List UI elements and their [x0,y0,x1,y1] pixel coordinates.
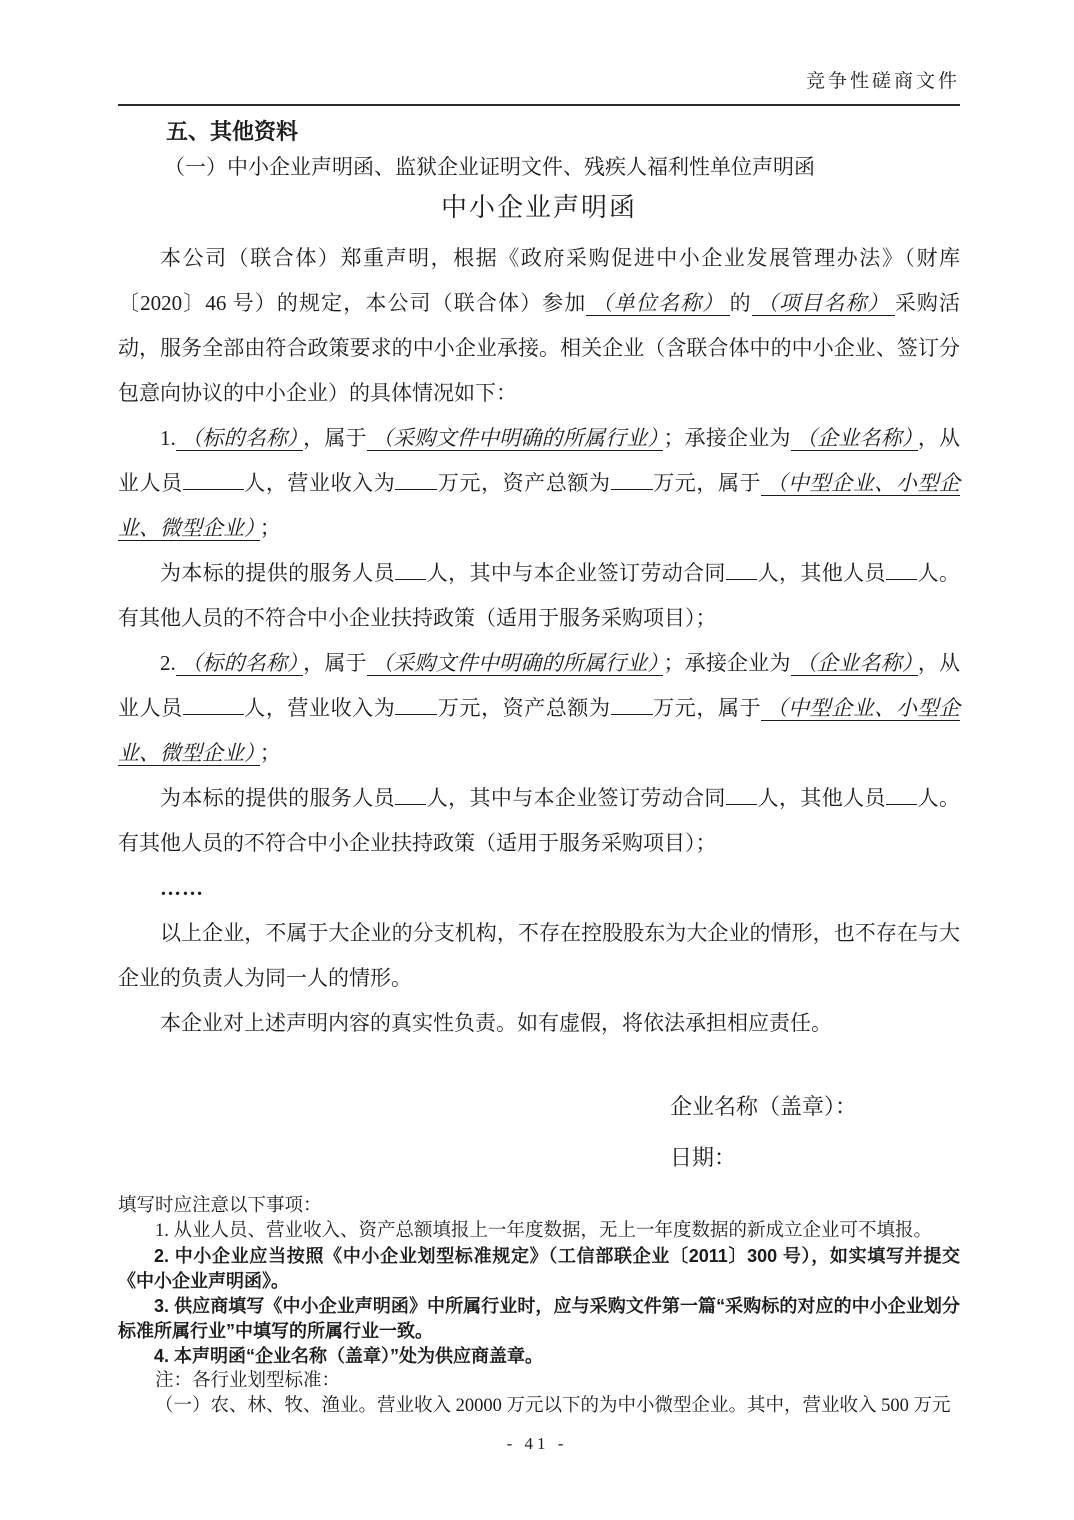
text-run: 1. [160,426,176,450]
text-run: ； [259,516,281,540]
text-run: 为本标的提供的服务人员 [160,786,395,810]
text-run: 本企业对上述声明内容的真实性负责。如有虚假，将依法承担相应责任。 [160,1011,832,1035]
date-label: 日期： [670,1145,737,1170]
filling-notes [118,1194,960,1419]
text-run: 万元，资产总额为 [437,471,611,495]
placeholder-field: （企业名称） [791,426,918,451]
blank-underline [183,467,244,490]
text-run: 2. [160,651,176,675]
text-run: 人。有其他人员的不符合中小企业扶持政策（适用于服务采购项目）； [118,786,961,855]
blank-underline [726,782,758,805]
placeholder-field: （单位名称） [586,291,729,316]
note-line: （一）农、林、牧、渔业。营业收入 20000 万元以下的为中小微型企业。其中，营业收入 500 万元 [155,1396,951,1416]
declaration-title: 中小企业声明函 [440,193,637,222]
text-run: 采购活动，服务全部由符合政策要求的中小企业承接。相关企业（含联合体中的中小企业、签订分包意向协议的中小企业）的具体情况如下： [118,291,961,405]
blank-underline [183,692,244,715]
placeholder-field: （采购文件中明确的所属行业） [367,651,664,676]
text-run: 万元，属于 [652,696,762,720]
signature-block [670,1092,960,1173]
paragraph-preamble [118,236,960,416]
placeholder-field: （采购文件中明确的所属行业） [367,426,664,451]
placeholder-field: （标的名称） [176,426,303,451]
text-run: …… [160,876,204,900]
blank-underline [886,782,918,805]
text-run: ；承接企业为 [663,651,791,675]
header-rule [118,104,960,106]
page-content [118,70,960,1419]
paragraph-responsibility [118,1001,960,1046]
placeholder-field: （中型企业、小型企业、微型企业） [118,696,961,765]
paragraph-service-2 [118,776,960,866]
blank-underline [395,467,437,490]
blank-underline [886,557,918,580]
text-run: ； [259,741,281,765]
text-run: ，属于 [303,426,367,450]
blank-underline [395,692,437,715]
text-run: 以上企业，不属于大企业的分支机构，不存在控股股东为大企业的情形，也不存在与大企业的负责人为同一人的情形。 [118,921,960,990]
text-run: ，从业人员 [118,426,961,495]
blank-underline [395,782,427,805]
text-run: 万元，资产总额为 [437,696,611,720]
paragraph-ellipsis [118,866,960,911]
page-header-label: 竞争性磋商文件 [805,71,960,92]
paragraph-item-1 [118,416,960,551]
text-run: 为本标的提供的服务人员 [160,561,395,585]
subsection-heading: （一）中小企业声明函、监狱企业证明文件、残疾人福利性单位声明函 [164,155,815,179]
text-run: 人。有其他人员的不符合中小企业扶持政策（适用于服务采购项目）； [118,561,961,630]
text-run: 万元，属于 [652,471,762,495]
placeholder-field: （企业名称） [791,651,918,676]
paragraph-service-1 [118,551,960,641]
paragraph-conclusion [118,911,960,1001]
blank-underline [726,557,758,580]
text-run: 人，营业收入为 [243,471,396,495]
text-run: ，从业人员 [118,651,961,720]
section-heading: 五、其他资料 [166,119,299,144]
note-line: 填写时应注意以下事项： [118,1196,322,1216]
note-line: 注：各行业划型标准： [155,1371,341,1391]
company-seal-label: 企业名称（盖章）： [670,1094,858,1119]
text-run: 人，其他人员 [757,561,886,585]
declaration-body [118,236,960,1046]
placeholder-field: （中型企业、小型企业、微型企业） [118,471,961,540]
placeholder-field: （项目名称） [752,291,895,316]
text-run: ，属于 [303,651,367,675]
blank-underline [611,692,653,715]
blank-underline [611,467,653,490]
text-run: 的 [729,291,752,315]
note-line: 2. 中小企业应当按照《中小企业划型标准规定》（工信部联企业〔2011〕300 号），如实填写并提交《中小企业声明函》。 [118,1246,960,1291]
placeholder-field: （标的名称） [176,651,303,676]
note-line: 4. 本声明函“企业名称（盖章）”处为供应商盖章。 [154,1346,544,1366]
text-run: ；承接企业为 [663,426,791,450]
note-line: 3. 供应商填写《中小企业声明函》中所属行业时，应与采购文件第一篇“采购标的对应的中小企业划分标准所属行业”中填写的所属行业一致。 [118,1296,960,1341]
text-run: 人，其他人员 [757,786,886,810]
blank-underline [395,557,427,580]
text-run: 人，营业收入为 [243,696,396,720]
text-run: 人，其中与本企业签订劳动合同 [426,561,726,585]
page-number: - 41 - [506,1434,568,1453]
paragraph-item-2 [118,641,960,776]
text-run: 本公司（联合体）郑重声明，根据《政府采购促进中小企业发展管理办法》（财库〔2020〕46 号）的规定，本公司（联合体）参加 [118,246,960,315]
note-line: 1. 从业人员、营业收入、资产总额填报上一年度数据，无上一年度数据的新成立企业可不填报。 [155,1221,933,1241]
text-run: 人，其中与本企业签订劳动合同 [426,786,726,810]
